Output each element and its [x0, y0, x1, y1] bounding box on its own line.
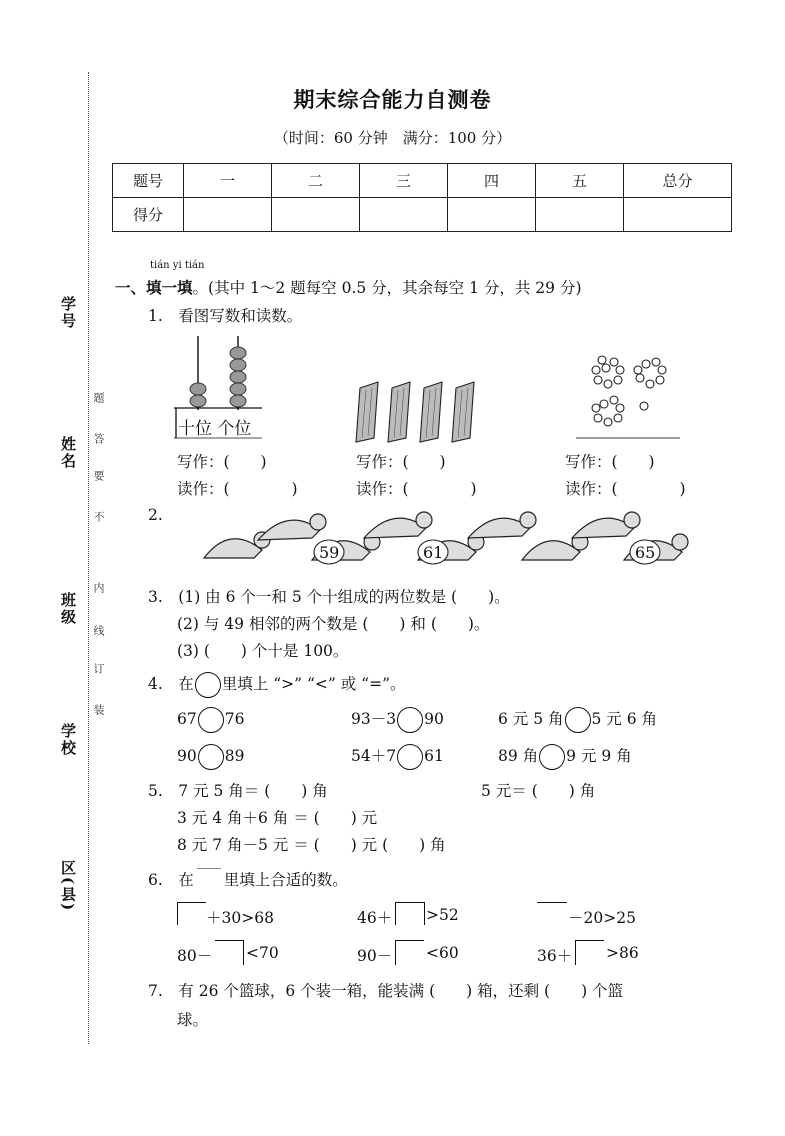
- seal-char: 答: [92, 433, 105, 454]
- compare-left: 54＋7: [351, 747, 397, 765]
- compare-right: 89: [224, 747, 245, 765]
- table-header-cell: 题号: [113, 164, 184, 198]
- table-header-cell: 三: [360, 164, 448, 198]
- inequality-text: >86: [606, 944, 639, 962]
- inequality-text: <60: [426, 944, 459, 962]
- pinyin-annotation: tián yi tián: [150, 260, 205, 271]
- turtle-number: 65: [635, 543, 656, 562]
- box-icon: [197, 868, 221, 885]
- compare-item: [177, 707, 244, 733]
- compare-item: [498, 744, 632, 770]
- student-id-label: 学号: [59, 296, 77, 330]
- binding-line: [88, 72, 89, 1044]
- write-blank-2[interactable]: 写作：( ): [356, 453, 446, 471]
- seal-char: 订: [92, 663, 105, 684]
- compare-left: 89 角: [498, 747, 539, 765]
- school-label: 学校: [59, 723, 77, 757]
- inequality-text: 80－: [177, 947, 213, 965]
- question-2: 2.: [148, 506, 163, 524]
- name-label: 姓名: [59, 436, 77, 470]
- read-blank-1[interactable]: 读作：( ): [177, 480, 298, 498]
- seal-char: 要: [92, 470, 105, 491]
- answer-box[interactable]: [177, 902, 206, 925]
- question-7: 7. 有 26 个篮球，6 个装一箱，能装满 ( ) 箱，还剩 ( ) 个篮: [148, 982, 624, 1000]
- section-number: 一、: [115, 278, 147, 297]
- question-3-2: (2) 与 49 相邻的两个数是 ( ) 和 ( )。: [177, 615, 490, 633]
- compare-left: 93－3: [351, 710, 397, 728]
- read-blank-3[interactable]: 读作：( ): [565, 480, 686, 498]
- write-blank-3[interactable]: 写作：( ): [565, 453, 655, 471]
- score-input-cell[interactable]: [360, 198, 448, 232]
- ten-sticks-figure: [352, 378, 492, 444]
- exam-info: （时间：60 分钟 满分：100 分）: [273, 129, 512, 147]
- score-input-cell[interactable]: [272, 198, 360, 232]
- question-5-d: 8 元 7 角－5 元 ＝ ( ) 元 ( ) 角: [177, 836, 446, 854]
- inequality-text: 90－: [357, 947, 393, 965]
- compare-item: [351, 707, 444, 733]
- seal-char: 题: [92, 392, 105, 413]
- table-row-label: 得分: [113, 198, 184, 232]
- inequality-text: 46＋: [357, 909, 393, 927]
- seal-char: 不: [92, 511, 105, 532]
- question-4: [148, 672, 406, 698]
- page-title: 期末综合能力自测卷: [293, 87, 492, 112]
- inequality-text: ＋30>68: [206, 909, 274, 927]
- table-header-cell: 一: [184, 164, 272, 198]
- inequality-text: <70: [246, 944, 279, 962]
- score-input-cell[interactable]: [624, 198, 732, 232]
- seal-char: 内: [92, 582, 105, 603]
- section-heading: [115, 276, 582, 298]
- question-6: [148, 868, 348, 890]
- question-6-prefix: 6. 在: [148, 871, 194, 889]
- table-header-cell: 四: [448, 164, 536, 198]
- turtle-number: 61: [423, 543, 444, 562]
- score-input-cell[interactable]: [184, 198, 272, 232]
- score-table: [112, 163, 732, 232]
- compare-right: 90: [424, 710, 444, 728]
- write-blank-1[interactable]: 写作：( ): [177, 453, 267, 471]
- answer-box[interactable]: [215, 940, 244, 965]
- bead-rings-figure: [576, 350, 680, 442]
- compare-right: 5 元 6 角: [591, 710, 658, 728]
- compare-circle[interactable]: [198, 744, 224, 770]
- compare-right: 61: [424, 747, 444, 765]
- inequality-text: －20>25: [568, 909, 636, 927]
- question-5-a: 5. 7 元 5 角＝ ( ) 角: [148, 782, 328, 800]
- table-row: [113, 164, 732, 198]
- circle-icon: [195, 672, 221, 698]
- compare-circle[interactable]: [397, 707, 423, 733]
- inequality-text: >52: [426, 906, 459, 924]
- seal-char: 装: [92, 704, 105, 725]
- question-7-cont: 球。: [177, 1011, 209, 1029]
- compare-right: 9 元 9 角: [566, 747, 632, 765]
- table-row: [113, 198, 732, 232]
- compare-circle[interactable]: [539, 744, 565, 770]
- compare-item: [351, 744, 444, 770]
- answer-box[interactable]: [395, 902, 425, 925]
- compare-item: [177, 744, 244, 770]
- question-4-instruction: 里填上 “>” “<” 或 “=”。: [221, 675, 406, 693]
- turtle-number: 59: [319, 543, 340, 562]
- compare-left: 6 元 5 角: [498, 710, 564, 728]
- read-blank-2[interactable]: 读作：( ): [356, 480, 477, 498]
- question-6-instruction: 里填上合适的数。: [223, 871, 348, 889]
- table-header-cell: 二: [272, 164, 360, 198]
- answer-box[interactable]: [537, 902, 567, 925]
- question-3-3: (3) ( ) 个十是 100。: [177, 642, 349, 660]
- turtle-sequence-figure: [196, 500, 690, 582]
- section-scoring: 。(其中 1～2 题每空 0.5 分，其余每空 1 分，共 29 分): [192, 279, 582, 297]
- compare-circle[interactable]: [397, 744, 423, 770]
- question-5-c: 3 元 4 角＋6 角 ＝ ( ) 元: [177, 809, 378, 827]
- table-header-cell: 总分: [624, 164, 732, 198]
- answer-box[interactable]: [575, 940, 604, 965]
- compare-left: 67: [177, 710, 197, 728]
- compare-circle[interactable]: [565, 707, 591, 733]
- score-input-cell[interactable]: [448, 198, 536, 232]
- district-label: 区(县): [59, 860, 77, 913]
- score-input-cell[interactable]: [536, 198, 624, 232]
- compare-item: [498, 707, 657, 733]
- table-header-cell: 五: [536, 164, 624, 198]
- section-title: 填一填: [146, 278, 193, 297]
- seal-char: 线: [92, 625, 105, 646]
- answer-box[interactable]: [395, 940, 424, 965]
- question-3-1: 3. (1) 由 6 个一和 5 个十组成的两位数是 ( )。: [148, 588, 510, 606]
- compare-left: 90: [177, 747, 197, 765]
- compare-circle[interactable]: [198, 707, 224, 733]
- inequality-text: 36＋: [537, 947, 573, 965]
- question-4-prefix: 4. 在: [148, 675, 194, 693]
- question-1: 1. 看图写数和读数。: [148, 307, 303, 325]
- question-5-b: 5 元＝ ( ) 角: [481, 782, 596, 800]
- compare-right: 76: [224, 710, 245, 728]
- abacus-place-labels: 十位 个位: [178, 419, 252, 439]
- class-label: 班级: [59, 592, 77, 626]
